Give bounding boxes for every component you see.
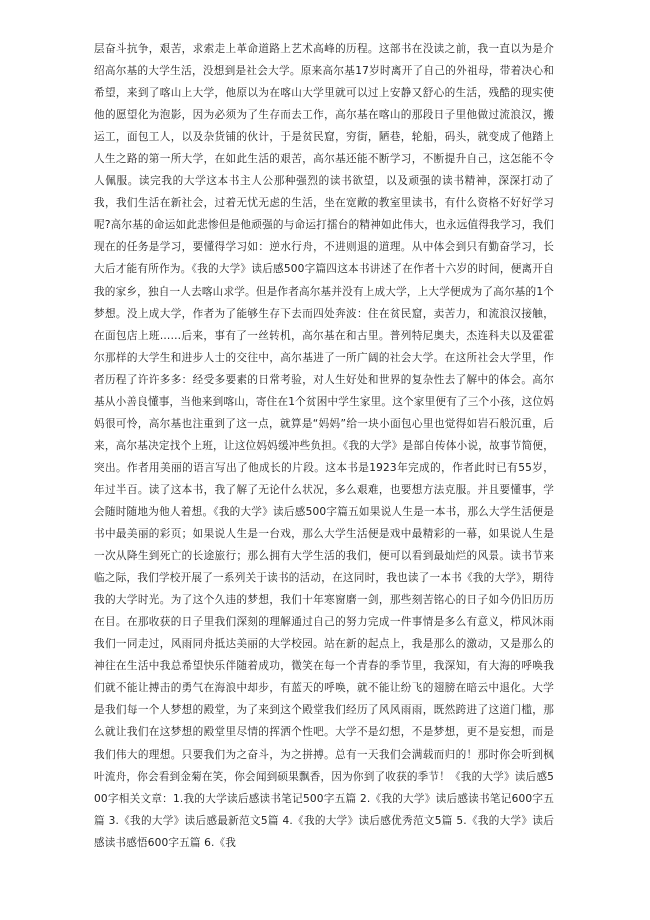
body-text: 层奋斗抗争，艰苦，求索走上革命道路上艺术高峰的历程。这部书在没读之前，我一直以为是介绍高尔基的大学生活，没想到是社会大学。原来高尔基17岁时离开了自己的外祖母，带着决心和希望，来到了喀山上大学，他原以为在喀山大学里就可以过上安静又舒心的生活，残酷的现实使他的愿望化为泡影，因为必须为了生存而去工作，高尔基在喀山的那段日子里他做过流浪汉，搬运工，面包工人，以及杂货铺的伙计，于是贫民窟，穷街，陋巷，轮船，码头，就变成了他踏上人生之路的第一所大学，在如此生活的艰苦，高尔基还能不断学习，不断提升自己，这怎能不令人佩服。读完我的大学这本书主人公那种强烈的读书欲望，以及顽强的读书精神，深深打动了我，我们生活在新社会，过着无忧无虑的生活，坐在宽敞的教室里读书，有什么资格不好好学习呢?高尔基的命运如此悲惨但是他顽强的与命运打擂台的精神如此伟大，也永远值得我学习，我们现在的任务是学习，要懂得学习如：逆水行舟，不进则退的道理。从中体会到只有勤奋学习，长大后才能有所作为。《我的大学》读后感500字篇四这本书讲述了在作者十六岁的时间，便离开自我的家乡，独自一人去喀山求学。但是作者高尔基并没有上成大学，上大学便成为了高尔基的1个梦想。没上成大学，作者为了能够生存下去而四处奔波：住在贫民窟，卖苦力，和流浪汉接触，在面包店上班……后来，事有了一丝转机，高尔基在和古里。普列特尼奥夫，杰连科夫以及霍霍尔那样的大学生和进步人士的交往中，高尔基进了一所广阔的社会大学。在这所社会大学里，作者历程了许许多多：经受多要素的日常考验，对人生好处和世界的复杂性去了解中的体会。高尔基从小善良懂事，当他来到喀山，寄住在1个贫困中学生家里。这个家里便有了三个小孩，这位妈妈很可怜，高尔基也注重到了这一点，就算是“妈妈”给一块小面包心里也觉得如岩石般沉重，后来，高尔基决定找个上班，让这位妈妈缓冲些负担。《我的大学》是部自传体小说，故事节简便，突出。作者用美丽的语言写出了他成长的片段。这本书是1923年完成的，作者此时已有55岁，年过半百。读了这本书，我了解了无论什么状况，多么艰难，也要想方法克服。并且要懂事，学会随时随地为他人着想。《我的大学》读后感500字篇五如果说人生是一本书，那么大学生活便是书中最美丽的彩页；如果说人生是一台戏，那么大学生活便是戏中最精彩的一幕，如果说人生是一次从降生到死亡的长途旅行；那么拥有大学生活的我们，便可以看到最灿烂的风景。读书节来临之际，我们学校开展了一系列关于读书的活动，在这同时，我也读了一本书《我的大学》，期待我的大学时光。为了这个久违的梦想，我们十年寒窗磨一剑，那些刻苦铭心的日子如今仍旧历历在目。在那收获的日子里我们深刻的理解通过自己的努力完成一件事情是多么有意义，栉风沐雨我们一同走过，风雨同舟抵达美丽的大学校园。站在新的起点上，我是那么的激动，又是那么的神往在生活中我总希望快乐伴随着成功，微笑在每一个青春的季节里，我深知，有大海的呼唤我们就不能让搏击的勇气在海浪中却步，有蓝天的呼唤，就不能让纷飞的翅膀在暗云中退化。大学是我们每一个人梦想的殿堂，为了来到这个殿堂我们经历了风风雨雨，既然跨进了这道门槛，那么就让我们在这梦想的殿堂里尽情的挥洒个性吧。大学不是幻想，不是梦想，更不是妄想，而是我们伟大的理想。只要我们为之奋斗，为之拼搏。总有一天我们会满载而归的！那时你会听到枫叶流舟，你会看到金菊在笑，你会闻到硕果飘香，因为你到了收获的季节！《我的大学》读后感500字相关文章：1.我的大学读后感读书笔记500字五篇 2.《我的大学》读后感读书笔记600字五篇 3.《我的大学》读后感最新范文5篇 4.《我的大学》读后感优秀范文5篇 5.《我的大学》读后感读书感悟600字五篇 6.《我	[94, 43, 554, 849]
